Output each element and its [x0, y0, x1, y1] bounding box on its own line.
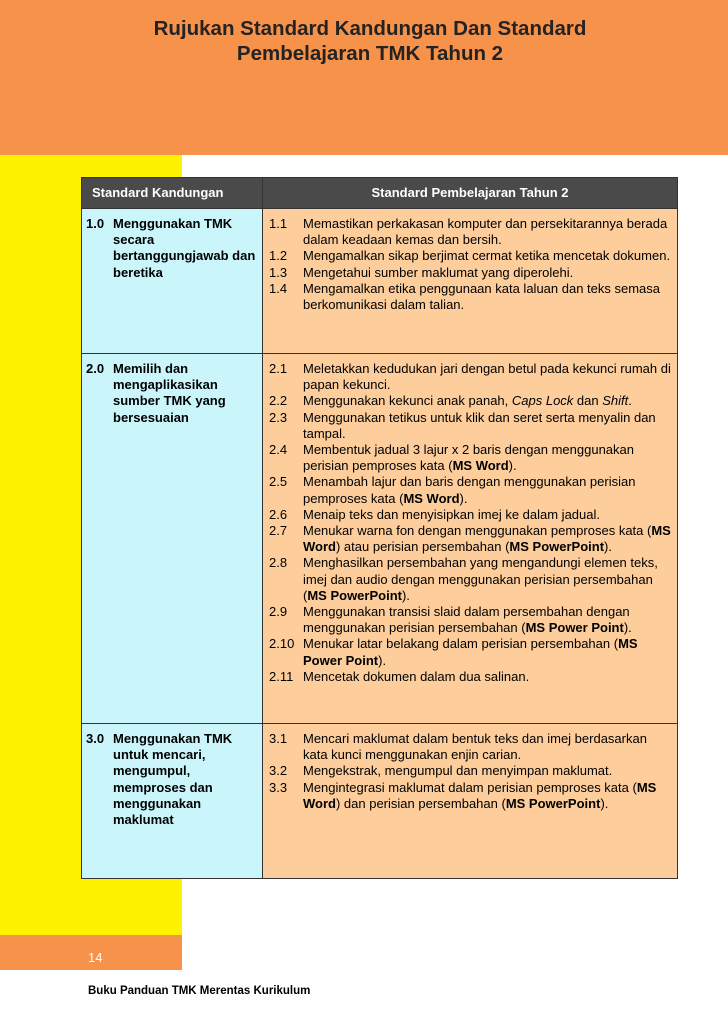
sk-text: Menggunakan TMK untuk mencari, mengumpul, memproses dan menggunakan maklumat [113, 731, 233, 828]
sk-text: Memilih dan mengaplikasikan sumber TMK yang bersesuaian [113, 361, 226, 425]
item-text: Menghasilkan persembahan yang mengandungi elemen teks, imej dan audio dengan menggunakan perisian persembahan (MS PowerPoint). [303, 555, 658, 603]
item-text: Membentuk jadual 3 lajur x 2 baris dengan menggunakan perisian pemproses kata (MS Word). [303, 442, 634, 474]
item-number: 3.2 [269, 763, 288, 779]
item-number: 2.2 [269, 393, 288, 409]
page-title [70, 16, 670, 66]
list-item [269, 281, 673, 313]
item-text: Menggunakan tetikus untuk klik dan seret serta menyalin dan tampal. [303, 409, 656, 441]
list-item [269, 265, 673, 281]
item-number: 3.1 [269, 731, 288, 746]
standard-kandungan-cell [82, 209, 263, 354]
sk-number: 3.0 [86, 731, 105, 746]
item-text: Mengamalkan etika penggunaan kata laluan dan teks semasa berkomunikasi dalam talian. [303, 280, 661, 313]
sk-text: Menggunakan TMK secara bertanggungjawab dan beretika [113, 216, 256, 280]
header-standard-pembelajaran: Standard Pembelajaran Tahun 2 [263, 178, 678, 209]
item-number: 2.5 [269, 474, 288, 490]
standard-pembelajaran-cell [263, 354, 678, 724]
standard-kandungan-cell [82, 354, 263, 724]
standards-table [81, 177, 678, 879]
item-text: Mengekstrak, mengumpul dan menyimpan maklumat. [303, 763, 613, 779]
standard-pembelajaran-cell [263, 209, 678, 354]
list-item [269, 248, 673, 264]
table-header-row [82, 178, 678, 209]
list-item [269, 474, 673, 506]
list-item [269, 216, 673, 248]
list-item [269, 780, 673, 812]
table-body [82, 209, 678, 879]
standard-kandungan-cell [82, 724, 263, 879]
item-number: 3.3 [269, 779, 288, 795]
standard-kandungan-entry [86, 361, 258, 426]
sk-number: 1.0 [86, 216, 105, 231]
item-text: Menaip teks dan menyisipkan imej ke dalam jadual. [303, 506, 600, 522]
table-row [82, 724, 678, 879]
item-text: Meletakkan kedudukan jari dengan betul pada kekunci rumah di papan kekunci. [303, 361, 671, 393]
item-text: Menggunakan transisi slaid dalam persembahan dengan menggunakan perisian persembahan (MS Power Point). [303, 604, 632, 636]
list-item [269, 555, 673, 604]
list-item [269, 636, 673, 668]
item-number: 2.11 [269, 668, 294, 684]
sk-number: 2.0 [86, 361, 105, 376]
list-item [269, 442, 673, 474]
list-item [269, 410, 673, 442]
item-text: Menambah lajur dan baris dengan menggunakan perisian pemproses kata (MS Word). [303, 474, 636, 506]
item-text: Menukar warna fon dengan menggunakan pemproses kata (MS Word) atau perisian persembahan (MS PowerPoint). [303, 523, 671, 555]
item-text: Memastikan perkakasan komputer dan persekitarannya berada dalam keadaan kemas dan bersih. [303, 216, 668, 248]
item-number: 2.1 [269, 361, 288, 376]
item-number: 1.3 [269, 264, 288, 280]
item-number: 2.4 [269, 442, 288, 458]
item-number: 2.9 [269, 604, 288, 620]
item-number: 2.3 [269, 409, 288, 425]
standard-kandungan-entry [86, 731, 258, 828]
list-item [269, 763, 673, 779]
item-text: Mengintegrasi maklumat dalam perisian pemproses kata (MS Word) dan perisian persembahan (MS PowerPoint). [303, 779, 657, 811]
item-number: 1.1 [269, 216, 288, 231]
title-line-2: Pembelajaran TMK Tahun 2 [236, 42, 504, 65]
page-number: 14 [88, 950, 103, 965]
item-text: Menggunakan kekunci anak panah, Caps Lock dan Shift. [303, 393, 632, 409]
item-number: 1.2 [269, 248, 288, 264]
item-number: 1.4 [269, 280, 288, 296]
item-text: Mengamalkan sikap berjimat cermat ketika mencetak dokumen. [303, 248, 671, 264]
item-number: 2.6 [269, 506, 288, 522]
list-item [269, 523, 673, 555]
table-row [82, 209, 678, 354]
item-text: Mencetak dokumen dalam dua salinan. [303, 668, 530, 684]
list-item [269, 669, 673, 685]
standard-kandungan-entry [86, 216, 258, 281]
list-item [269, 604, 673, 636]
list-item [269, 731, 673, 763]
item-text: Menukar latar belakang dalam perisian persembahan (MS Power Point). [303, 636, 638, 668]
list-item [269, 507, 673, 523]
standard-pembelajaran-cell [263, 724, 678, 879]
item-number: 2.10 [269, 636, 295, 652]
table-row [82, 354, 678, 724]
item-text: Mengetahui sumber maklumat yang diperolehi. [303, 264, 574, 280]
list-item [269, 361, 673, 393]
title-line-1: Rujukan Standard Kandungan Dan Standard [153, 17, 587, 40]
item-number: 2.8 [269, 555, 288, 571]
list-item [269, 393, 673, 409]
header-standard-kandungan: Standard Kandungan [82, 178, 263, 209]
item-number: 2.7 [269, 523, 288, 539]
item-text: Mencari maklumat dalam bentuk teks dan imej berdasarkan kata kunci menggunakan enjin carian. [303, 731, 647, 763]
footer-text: Buku Panduan TMK Merentas Kurikulum [88, 985, 311, 997]
